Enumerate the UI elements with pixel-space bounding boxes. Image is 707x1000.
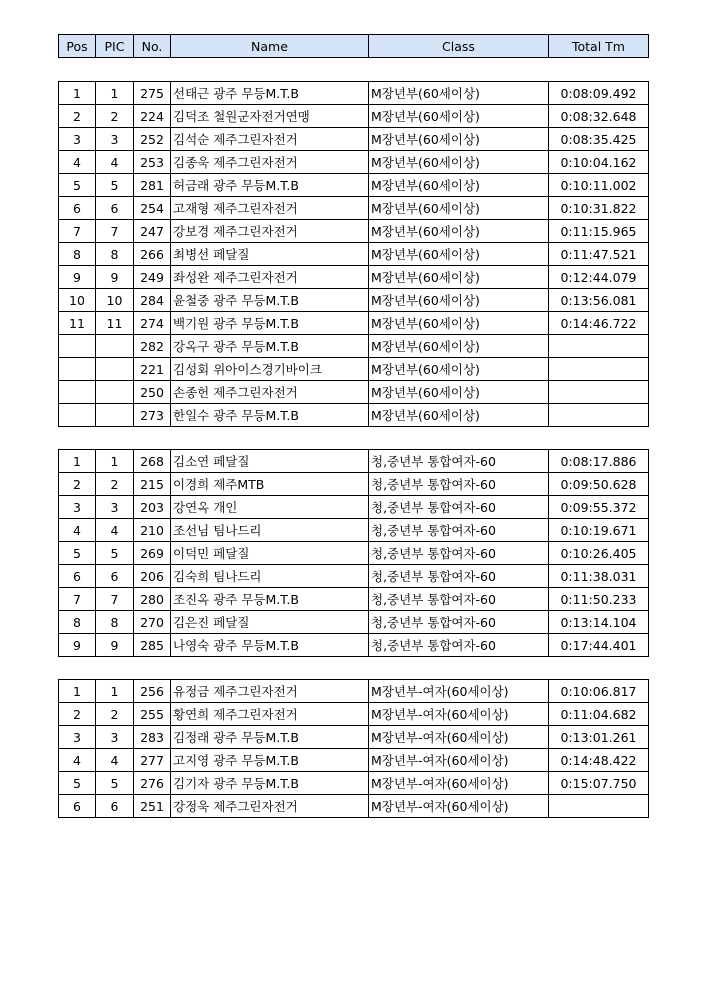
table-row: [59, 335, 649, 358]
cell-pos: [59, 335, 96, 358]
cell-total-time: 0:11:38.031: [549, 565, 649, 588]
cell-name: 나영숙 광주 무등M.T.B: [171, 634, 369, 657]
cell-total-time: 0:08:35.425: [549, 128, 649, 151]
cell-pos: 3: [59, 128, 96, 151]
header-no: No.: [134, 35, 171, 58]
cell-class: M장년부(60세이상): [369, 335, 549, 358]
cell-class: M장년부(60세이상): [369, 266, 549, 289]
cell-pos: 4: [59, 519, 96, 542]
table-row: [59, 243, 649, 266]
cell-name: 이경희 제주MTB: [171, 473, 369, 496]
cell-pic: 2: [96, 703, 134, 726]
cell-pic: 4: [96, 151, 134, 174]
cell-bib-no: 269: [134, 542, 171, 565]
cell-total-time: 0:15:07.750: [549, 772, 649, 795]
table-row: [59, 726, 649, 749]
cell-bib-no: 253: [134, 151, 171, 174]
header-pic: PIC: [96, 35, 134, 58]
cell-name: 김은진 페달질: [171, 611, 369, 634]
cell-pos: 2: [59, 703, 96, 726]
cell-pos: 4: [59, 151, 96, 174]
cell-pos: 8: [59, 243, 96, 266]
table-row: [59, 542, 649, 565]
cell-total-time: 0:10:31.822: [549, 197, 649, 220]
cell-name: 김소연 페달질: [171, 450, 369, 473]
cell-name: 김덕조 철원군자전거연맹: [171, 105, 369, 128]
cell-name: 강연옥 개인: [171, 496, 369, 519]
cell-bib-no: 247: [134, 220, 171, 243]
cell-class: M장년부-여자(60세이상): [369, 726, 549, 749]
results-group-m-senior: [58, 81, 649, 427]
cell-total-time: 0:10:04.162: [549, 151, 649, 174]
table-row: [59, 105, 649, 128]
table-row: [59, 473, 649, 496]
cell-name: 김정래 광주 무등M.T.B: [171, 726, 369, 749]
cell-pic: 1: [96, 680, 134, 703]
table-row: [59, 611, 649, 634]
cell-class: M장년부(60세이상): [369, 381, 549, 404]
cell-pic: 10: [96, 289, 134, 312]
cell-class: M장년부(60세이상): [369, 358, 549, 381]
cell-class: M장년부(60세이상): [369, 82, 549, 105]
table-row: [59, 404, 649, 427]
cell-class: M장년부-여자(60세이상): [369, 703, 549, 726]
cell-bib-no: 224: [134, 105, 171, 128]
header-name: Name: [171, 35, 369, 58]
cell-total-time: 0:08:32.648: [549, 105, 649, 128]
cell-name: 조진옥 광주 무등M.T.B: [171, 588, 369, 611]
results-group-women-integrated: [58, 449, 649, 657]
cell-bib-no: 215: [134, 473, 171, 496]
cell-pic: 4: [96, 749, 134, 772]
cell-class: M장년부(60세이상): [369, 312, 549, 335]
cell-class: 청,중년부 통합여자-60: [369, 450, 549, 473]
cell-bib-no: 255: [134, 703, 171, 726]
cell-bib-no: 281: [134, 174, 171, 197]
cell-name: 김석순 제주그린자전거: [171, 128, 369, 151]
cell-bib-no: 275: [134, 82, 171, 105]
cell-pic: 2: [96, 473, 134, 496]
cell-pos: [59, 358, 96, 381]
cell-total-time: 0:14:48.422: [549, 749, 649, 772]
cell-pos: 9: [59, 266, 96, 289]
cell-pos: 6: [59, 565, 96, 588]
cell-name: 좌성완 제주그린자전거: [171, 266, 369, 289]
cell-name: 최병선 페달질: [171, 243, 369, 266]
cell-name: 황연희 제주그린자전거: [171, 703, 369, 726]
cell-total-time: 0:10:06.817: [549, 680, 649, 703]
cell-total-time: 0:11:47.521: [549, 243, 649, 266]
cell-bib-no: 268: [134, 450, 171, 473]
cell-name: 김숙희 팀나드리: [171, 565, 369, 588]
cell-class: M장년부(60세이상): [369, 105, 549, 128]
cell-pos: 7: [59, 588, 96, 611]
cell-total-time: 0:14:46.722: [549, 312, 649, 335]
cell-pos: 1: [59, 450, 96, 473]
cell-total-time: [549, 381, 649, 404]
cell-total-time: 0:17:44.401: [549, 634, 649, 657]
cell-pic: 1: [96, 450, 134, 473]
cell-pic: 3: [96, 726, 134, 749]
cell-total-time: 0:13:56.081: [549, 289, 649, 312]
table-row: [59, 289, 649, 312]
cell-name: 강정욱 제주그린자전거: [171, 795, 369, 818]
cell-bib-no: 282: [134, 335, 171, 358]
cell-pos: 1: [59, 82, 96, 105]
table-row: [59, 749, 649, 772]
cell-class: M장년부(60세이상): [369, 151, 549, 174]
cell-bib-no: 251: [134, 795, 171, 818]
table-row: [59, 588, 649, 611]
cell-total-time: 0:10:19.671: [549, 519, 649, 542]
cell-name: 백기원 광주 무등M.T.B: [171, 312, 369, 335]
cell-name: 김성회 위아이스경기바이크: [171, 358, 369, 381]
cell-class: M장년부(60세이상): [369, 128, 549, 151]
table-row: [59, 703, 649, 726]
table-row: [59, 174, 649, 197]
cell-total-time: 0:09:55.372: [549, 496, 649, 519]
cell-class: M장년부(60세이상): [369, 197, 549, 220]
cell-pos: 7: [59, 220, 96, 243]
cell-class: M장년부(60세이상): [369, 404, 549, 427]
cell-pic: [96, 358, 134, 381]
cell-total-time: [549, 795, 649, 818]
cell-pos: [59, 381, 96, 404]
cell-bib-no: 256: [134, 680, 171, 703]
cell-name: 한일수 광주 무등M.T.B: [171, 404, 369, 427]
header-row: [59, 35, 649, 58]
table-row: [59, 220, 649, 243]
cell-total-time: 0:12:44.079: [549, 266, 649, 289]
table-row: [59, 680, 649, 703]
cell-pic: 11: [96, 312, 134, 335]
cell-pos: 8: [59, 611, 96, 634]
cell-pos: 2: [59, 473, 96, 496]
cell-pic: 3: [96, 496, 134, 519]
cell-class: M장년부(60세이상): [369, 289, 549, 312]
cell-name: 조선님 팀나드리: [171, 519, 369, 542]
table-row: [59, 312, 649, 335]
cell-bib-no: 250: [134, 381, 171, 404]
header-class: Class: [369, 35, 549, 58]
cell-class: 청,중년부 통합여자-60: [369, 473, 549, 496]
cell-total-time: 0:08:09.492: [549, 82, 649, 105]
cell-bib-no: 210: [134, 519, 171, 542]
cell-pic: 7: [96, 220, 134, 243]
table-row: [59, 565, 649, 588]
cell-pic: 7: [96, 588, 134, 611]
cell-name: 강보경 제주그린자전거: [171, 220, 369, 243]
cell-pos: 2: [59, 105, 96, 128]
cell-class: 청,중년부 통합여자-60: [369, 565, 549, 588]
table-row: [59, 634, 649, 657]
cell-total-time: [549, 358, 649, 381]
cell-pos: 3: [59, 726, 96, 749]
cell-pos: 1: [59, 680, 96, 703]
cell-total-time: 0:08:17.886: [549, 450, 649, 473]
cell-pic: 2: [96, 105, 134, 128]
cell-pic: 4: [96, 519, 134, 542]
cell-pic: 8: [96, 243, 134, 266]
cell-bib-no: 284: [134, 289, 171, 312]
cell-pos: 5: [59, 772, 96, 795]
table-row: [59, 519, 649, 542]
cell-pos: 6: [59, 197, 96, 220]
table-row: [59, 496, 649, 519]
cell-class: 청,중년부 통합여자-60: [369, 496, 549, 519]
cell-bib-no: 254: [134, 197, 171, 220]
cell-bib-no: 280: [134, 588, 171, 611]
cell-pos: 4: [59, 749, 96, 772]
cell-bib-no: 285: [134, 634, 171, 657]
cell-bib-no: 206: [134, 565, 171, 588]
cell-pic: [96, 404, 134, 427]
cell-class: 청,중년부 통합여자-60: [369, 634, 549, 657]
table-row: [59, 450, 649, 473]
cell-pic: [96, 381, 134, 404]
header-pos: Pos: [59, 35, 96, 58]
cell-class: 청,중년부 통합여자-60: [369, 611, 549, 634]
cell-pos: 10: [59, 289, 96, 312]
table-row: [59, 197, 649, 220]
cell-class: M장년부-여자(60세이상): [369, 680, 549, 703]
cell-bib-no: 249: [134, 266, 171, 289]
table-row: [59, 128, 649, 151]
cell-name: 김종욱 제주그린자전거: [171, 151, 369, 174]
cell-bib-no: 221: [134, 358, 171, 381]
cell-class: M장년부-여자(60세이상): [369, 772, 549, 795]
cell-class: M장년부(60세이상): [369, 243, 549, 266]
cell-class: M장년부(60세이상): [369, 174, 549, 197]
cell-bib-no: 270: [134, 611, 171, 634]
cell-pic: 6: [96, 565, 134, 588]
cell-total-time: 0:10:11.002: [549, 174, 649, 197]
cell-pic: 9: [96, 266, 134, 289]
cell-name: 김기자 광주 무등M.T.B: [171, 772, 369, 795]
cell-class: 청,중년부 통합여자-60: [369, 519, 549, 542]
cell-pic: 5: [96, 542, 134, 565]
cell-total-time: [549, 335, 649, 358]
cell-name: 허금래 광주 무등M.T.B: [171, 174, 369, 197]
table-row: [59, 266, 649, 289]
table-row: [59, 381, 649, 404]
cell-bib-no: 273: [134, 404, 171, 427]
cell-pos: 9: [59, 634, 96, 657]
cell-pic: 9: [96, 634, 134, 657]
cell-bib-no: 283: [134, 726, 171, 749]
cell-name: 손종헌 제주그린자전거: [171, 381, 369, 404]
cell-class: 청,중년부 통합여자-60: [369, 542, 549, 565]
cell-pic: 8: [96, 611, 134, 634]
cell-pic: 5: [96, 772, 134, 795]
cell-bib-no: 276: [134, 772, 171, 795]
cell-bib-no: 277: [134, 749, 171, 772]
cell-pos: 6: [59, 795, 96, 818]
cell-pos: 3: [59, 496, 96, 519]
table-row: [59, 151, 649, 174]
cell-total-time: 0:11:50.233: [549, 588, 649, 611]
cell-pos: [59, 404, 96, 427]
cell-pos: 11: [59, 312, 96, 335]
cell-pos: 5: [59, 174, 96, 197]
cell-name: 선태근 광주 무등M.T.B: [171, 82, 369, 105]
cell-pic: 5: [96, 174, 134, 197]
cell-pic: 1: [96, 82, 134, 105]
cell-total-time: 0:11:15.965: [549, 220, 649, 243]
cell-pic: 3: [96, 128, 134, 151]
cell-pic: 6: [96, 795, 134, 818]
table-row: [59, 795, 649, 818]
cell-name: 고재형 제주그린자전거: [171, 197, 369, 220]
cell-total-time: 0:11:04.682: [549, 703, 649, 726]
cell-total-time: 0:13:14.104: [549, 611, 649, 634]
cell-class: M장년부-여자(60세이상): [369, 749, 549, 772]
cell-pos: 5: [59, 542, 96, 565]
cell-class: M장년부-여자(60세이상): [369, 795, 549, 818]
cell-name: 강옥구 광주 무등M.T.B: [171, 335, 369, 358]
cell-name: 이덕민 페달질: [171, 542, 369, 565]
cell-total-time: [549, 404, 649, 427]
cell-bib-no: 266: [134, 243, 171, 266]
cell-total-time: 0:13:01.261: [549, 726, 649, 749]
results-group-m-senior-women: [58, 679, 649, 818]
cell-bib-no: 274: [134, 312, 171, 335]
cell-total-time: 0:10:26.405: [549, 542, 649, 565]
table-row: [59, 82, 649, 105]
cell-class: 청,중년부 통합여자-60: [369, 588, 549, 611]
cell-pic: [96, 335, 134, 358]
cell-name: 윤철중 광주 무등M.T.B: [171, 289, 369, 312]
table-row: [59, 772, 649, 795]
header-total-time: Total Tm: [549, 35, 649, 58]
cell-bib-no: 203: [134, 496, 171, 519]
cell-name: 고지영 광주 무등M.T.B: [171, 749, 369, 772]
results-header-table: [58, 34, 649, 58]
table-row: [59, 358, 649, 381]
cell-name: 유정금 제주그린자전거: [171, 680, 369, 703]
cell-bib-no: 252: [134, 128, 171, 151]
cell-total-time: 0:09:50.628: [549, 473, 649, 496]
cell-pic: 6: [96, 197, 134, 220]
cell-class: M장년부(60세이상): [369, 220, 549, 243]
